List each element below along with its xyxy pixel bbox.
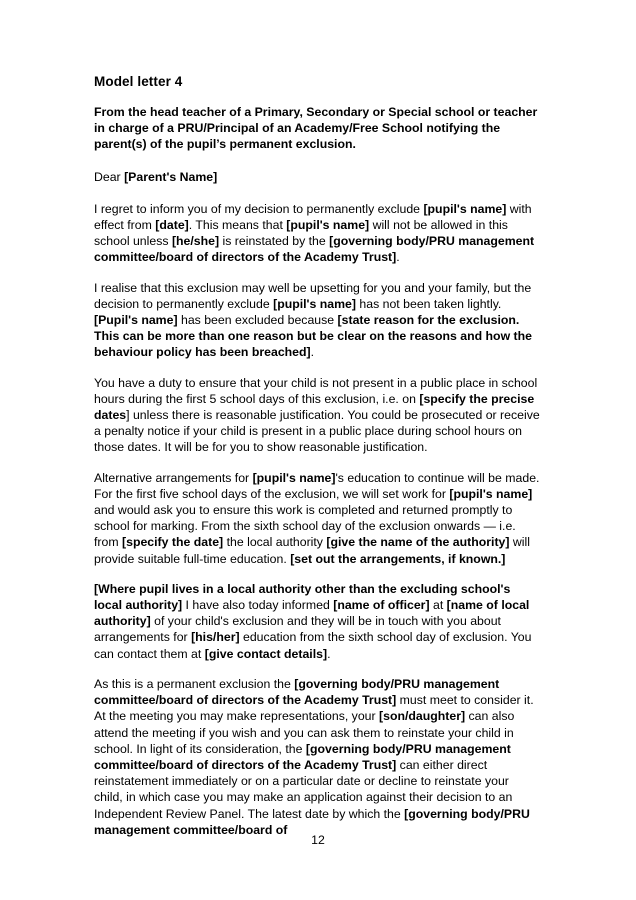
body-text: can either direct reinstatement immediately or on a particular date or decline to reinstate your child, in which case you may make an application against their decision to an Independent Review Panel. The latest date by which the <box>94 757 513 821</box>
body-text: 's education to continue will be made. For the first five school days of the exclusion, we will set work for <box>94 470 540 501</box>
body-text: will provide suitable full-time education. <box>94 535 530 566</box>
placeholder-text: [he/she] <box>171 234 220 249</box>
body-text: the local authority <box>223 535 327 550</box>
placeholder-text: [pupil's name] <box>423 201 507 216</box>
document-body <box>94 74 540 852</box>
placeholder-text: [Pupil's name] <box>94 313 178 328</box>
placeholder-text: [governing body/PRU management committee/board of directors of the Academy Trust] <box>94 234 535 265</box>
body-text: has been excluded because <box>177 313 338 328</box>
body-text: can also attend the meeting if you wish and you can ask them to reinstate your child in school. In light of its consideration, the <box>94 709 515 756</box>
placeholder-text: [pupil's name] <box>273 296 356 311</box>
body-text: ] unless there is reasonable justification. You could be prosecuted or receive a penalty notice if your child is present in a public place during school hours on those dates. It will be for you to show reasonable justification. <box>94 408 540 455</box>
p1-regret-permanent-exclusion <box>94 201 540 266</box>
document-subtitle: From the head teacher of a Primary, Secondary or Special school or teacher in charge of a PRU/Principal of an Academy/Free School notifying the parent(s) of the pupil’s permanent exclusion. <box>94 105 538 152</box>
body-text: . <box>327 646 331 661</box>
placeholder-text: [give contact details] <box>204 646 328 661</box>
placeholder-text: [name of local authority] <box>94 598 530 629</box>
p6-governing-body-meeting <box>94 676 540 838</box>
body-text: with effect from <box>94 201 532 233</box>
p4-alternative-arrangements <box>94 470 540 567</box>
placeholder-text: [set out the arrangements, if known.] <box>290 551 506 566</box>
body-text: I realise that this exclusion may well be upsetting for you and your family, but the decision to permanently exclude <box>94 280 532 311</box>
body-text: I have also today informed <box>182 598 334 613</box>
body-text: . <box>310 345 315 360</box>
placeholder-text: [pupil's name] <box>252 470 336 485</box>
placeholder-text: [name of officer] <box>333 598 430 613</box>
placeholder-text: [specify the date] <box>122 535 224 550</box>
page-number: 12 <box>311 833 325 847</box>
body-text: will not be allowed in this school unless <box>94 218 508 249</box>
body-text: and would ask you to ensure this work is completed and returned promptly to school for marking. From the sixth school day of the exclusion onwards — i.e. from <box>94 503 516 550</box>
page-title: Model letter 4 <box>94 74 183 89</box>
body-text: Alternative arrangements for <box>94 470 253 485</box>
body-text: is reinstated by the <box>219 234 330 249</box>
body-text: has not been taken lightly. <box>355 296 502 311</box>
letter-paragraphs <box>94 201 540 838</box>
p5-other-local-authority <box>94 581 540 662</box>
p2-reason-for-exclusion <box>94 280 540 361</box>
placeholder-text: [Where pupil lives in a local authority other than the excluding school's local authority] <box>94 581 511 613</box>
salutation-placeholder: [Parent's Name] <box>124 169 218 184</box>
body-text: As this is a permanent exclusion the <box>94 676 295 691</box>
placeholder-text: [give the name of the authority] <box>326 535 510 550</box>
placeholder-text: [governing body/PRU management committee/board of directors of the Academy Trust] <box>94 741 511 772</box>
body-text: You have a duty to ensure that your child is not present in a public place in school hours during the first 5 school days of this exclusion, i.e. on <box>94 375 538 406</box>
salutation-lead: Dear <box>94 169 125 184</box>
placeholder-text: [governing body/PRU management committee/board of <box>94 806 530 837</box>
body-text: must meet to consider it. At the meeting you may make representations, your <box>94 693 534 724</box>
body-text: I regret to inform you of my decision to permanently exclude <box>94 201 424 216</box>
placeholder-text: [governing body/PRU management committee/board of directors of the Academy Trust] <box>94 676 500 708</box>
body-text: at <box>429 598 447 613</box>
placeholder-text: [his/her] <box>191 630 240 645</box>
body-text: . <box>396 250 400 265</box>
placeholder-text: [date] <box>155 218 189 233</box>
body-text: . This means that <box>188 218 287 233</box>
placeholder-text: [pupil's name] <box>286 218 370 233</box>
salutation <box>94 169 540 185</box>
body-text: education from the sixth school day of exclusion. You can contact them at <box>94 630 532 661</box>
placeholder-text: [state reason for the exclusion. This can be more than one reason but be clear on the reasons and how the behaviour policy has been breached] <box>94 313 532 360</box>
placeholder-text: [specify the precise dates <box>94 391 535 423</box>
body-text: of your child's exclusion and they will be in touch with you about arrangements for <box>94 614 501 645</box>
placeholder-text: [pupil's name] <box>449 486 533 501</box>
p3-duty-public-place <box>94 375 540 456</box>
placeholder-text: [son/daughter] <box>379 709 466 724</box>
